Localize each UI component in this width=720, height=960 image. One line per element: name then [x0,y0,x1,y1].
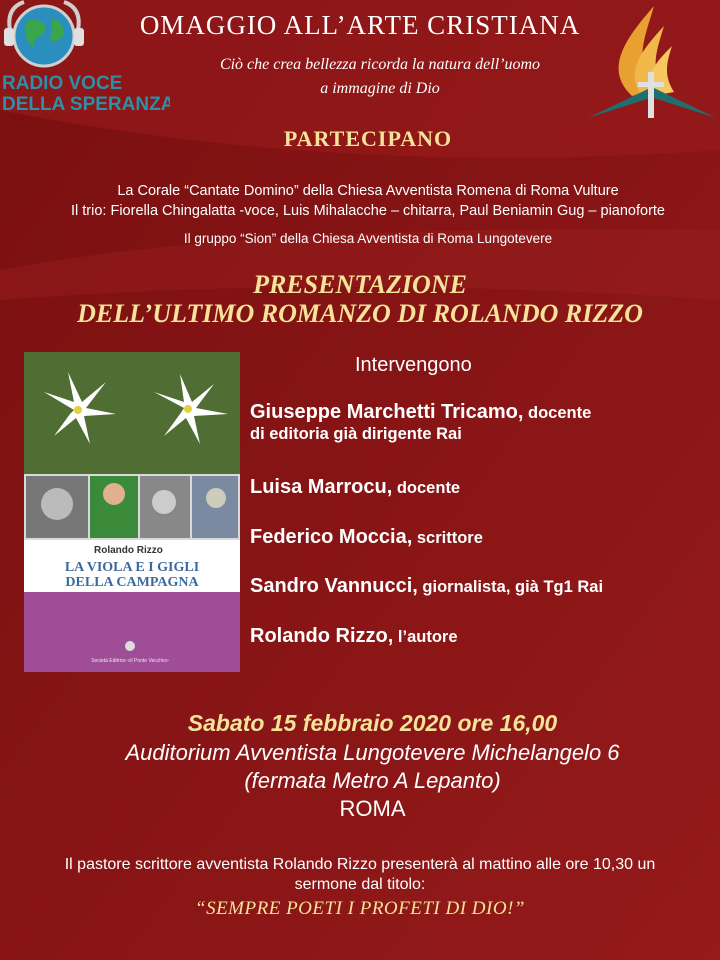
page-title: OMAGGIO ALL’ARTE CRISTIANA [139,10,581,40]
participant-line-3: Il gruppo “Sion” della Chiesa Avventista di Roma Lungotevere [183,231,553,246]
speaker-item [250,625,458,648]
participant-line-2: Il trio: Fiorella Chingalatta -voce, Luis Mihalacche – chitarra, Paul Beniamin Gug – pianoforte [71,203,665,219]
event-metro: (fermata Metro A Lepanto) [244,768,501,793]
sermon-title: “SEMPRE POETI I PROFETI DI DIO!” [195,898,525,919]
speaker-name: Luisa Marrocu, [250,476,393,498]
subtitle-line-1: Ciò che crea bellezza ricorda la natura dell’uomo [219,56,541,73]
participants-heading: PARTECIPANO [283,126,453,151]
speakers-heading: Intervengono [355,354,472,376]
presentation-title [0,270,720,328]
speaker-item [250,575,603,598]
speaker-role: l’autore [393,628,458,646]
speaker-role: giornalista, già Tg1 Rai [417,578,604,596]
book-publisher: Società Editrice «Il Ponte Vecchio» [91,658,169,664]
page-subtitle [140,53,620,101]
presentation-line-2: DELL’ULTIMO ROMANZO DI ROLANDO RIZZO [77,299,643,328]
speaker-item [250,401,591,444]
logo-text-line1: RADIO VOCE [2,73,123,94]
speaker-role: scrittore [412,529,483,547]
speaker-item [250,526,483,549]
footer-note-line-2: sermone dal titolo: [294,876,426,893]
speaker-role-cont: di editoria già dirigente Rai [250,425,462,443]
book-author: Rolando Rizzo [94,545,163,556]
event-datetime: Sabato 15 febbraio 2020 ore 16,00 [187,710,558,736]
participant-line-1: La Corale “Cantate Domino” della Chiesa Avventista Romena di Roma Vulture [117,183,619,199]
speaker-role: docente [523,404,592,422]
logo-text-line2: DELLA SPERANZA [2,94,170,115]
presentation-line-1: PRESENTAZIONE [253,270,467,299]
book-cover [24,352,240,672]
speaker-item [250,476,460,499]
subtitle-line-2: a immagine di Dio [320,80,440,97]
book-title-line-2: DELLA CAMPAGNA [65,575,199,590]
speaker-role: docente [392,479,461,497]
event-city: ROMA [339,796,406,821]
footer-note-line-1: Il pastore scrittore avventista Rolando Rizzo presenterà al mattino alle ore 10,30 un [64,856,656,873]
speaker-name: Rolando Rizzo, [250,625,394,647]
speaker-name: Federico Moccia, [250,526,413,548]
book-title-line-1: LA VIOLA E I GIGLI [64,560,200,575]
speaker-name: Giuseppe Marchetti Tricamo, [250,401,524,423]
event-venue: Auditorium Avventista Lungotevere Michelangelo 6 [125,740,620,765]
speaker-name: Sandro Vannucci, [250,575,418,597]
